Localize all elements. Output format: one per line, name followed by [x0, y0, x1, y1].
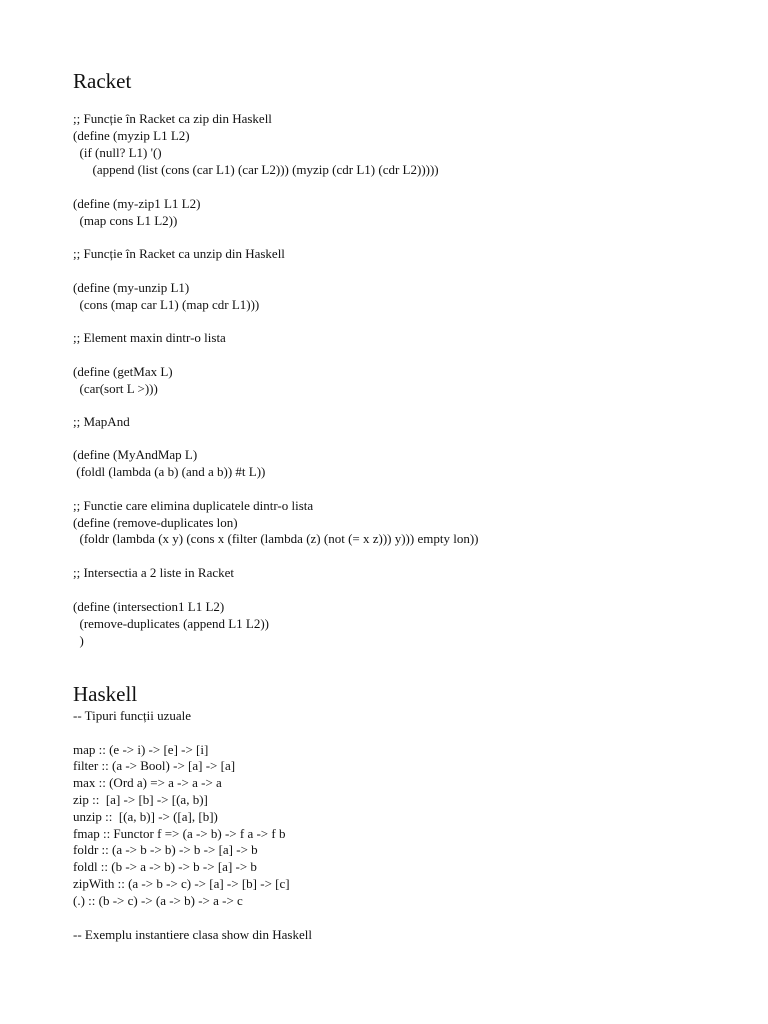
code-line: (foldr (lambda (x y) (cons x (filter (lambda (z) (not (= x z))) y))) empty lon)) — [73, 531, 479, 546]
code-line: ;; Funcție în Racket ca unzip din Haskell — [73, 246, 285, 261]
code-line: (.) :: (b -> c) -> (a -> b) -> a -> c — [73, 893, 243, 908]
code-line: unzip :: [(a, b)] -> ([a], [b]) — [73, 809, 218, 824]
code-line: -- Exemplu instantiere clasa show din Haskell — [73, 927, 312, 942]
code-line: ) — [73, 633, 84, 648]
haskell-heading: Haskell — [73, 682, 138, 706]
code-line: (car(sort L >))) — [73, 381, 158, 396]
racket-heading: Racket — [73, 69, 132, 93]
code-line: ;; Funcție în Racket ca zip din Haskell — [73, 111, 272, 126]
code-line: (foldl (lambda (a b) (and a b)) #t L)) — [73, 464, 266, 479]
code-line: (define (my-zip1 L1 L2) — [73, 196, 201, 211]
code-line: -- Tipuri funcții uzuale — [73, 708, 192, 723]
code-line: (define (intersection1 L1 L2) — [73, 599, 225, 614]
code-line: filter :: (a -> Bool) -> [a] -> [a] — [73, 758, 236, 773]
code-line: ;; Element maxin dintr-o lista — [73, 330, 226, 345]
code-line: (cons (map car L1) (map cdr L1))) — [73, 297, 260, 312]
code-line: ;; MapAnd — [73, 414, 130, 429]
code-line: ;; Intersectia a 2 liste in Racket — [73, 565, 234, 580]
code-line: (define (myzip L1 L2) — [73, 128, 190, 143]
code-line: (define (my-unzip L1) — [73, 280, 190, 295]
code-line: (define (getMax L) — [73, 364, 173, 379]
code-line: zip :: [a] -> [b] -> [(a, b)] — [73, 792, 208, 807]
code-line: (remove-duplicates (append L1 L2)) — [73, 616, 270, 631]
code-line: map :: (e -> i) -> [e] -> [i] — [73, 742, 209, 757]
code-line: (map cons L1 L2)) — [73, 213, 178, 228]
code-line: (define (remove-duplicates lon) — [73, 515, 238, 530]
code-line: (define (MyAndMap L) — [73, 447, 198, 462]
code-line: (append (list (cons (car L1) (car L2))) (myzip (cdr L1) (cdr L2))))) — [73, 162, 439, 177]
code-line: foldl :: (b -> a -> b) -> b -> [a] -> b — [73, 859, 257, 874]
code-line: foldr :: (a -> b -> b) -> b -> [a] -> b — [73, 842, 258, 857]
code-line: ;; Functie care elimina duplicatele dintr-o lista — [73, 498, 314, 513]
code-line: zipWith :: (a -> b -> c) -> [a] -> [b] -> [c] — [73, 876, 290, 891]
code-line: max :: (Ord a) => a -> a -> a — [73, 775, 222, 790]
code-line: fmap :: Functor f => (a -> b) -> f a -> f b — [73, 826, 286, 841]
code-line: (if (null? L1) '() — [73, 145, 162, 160]
